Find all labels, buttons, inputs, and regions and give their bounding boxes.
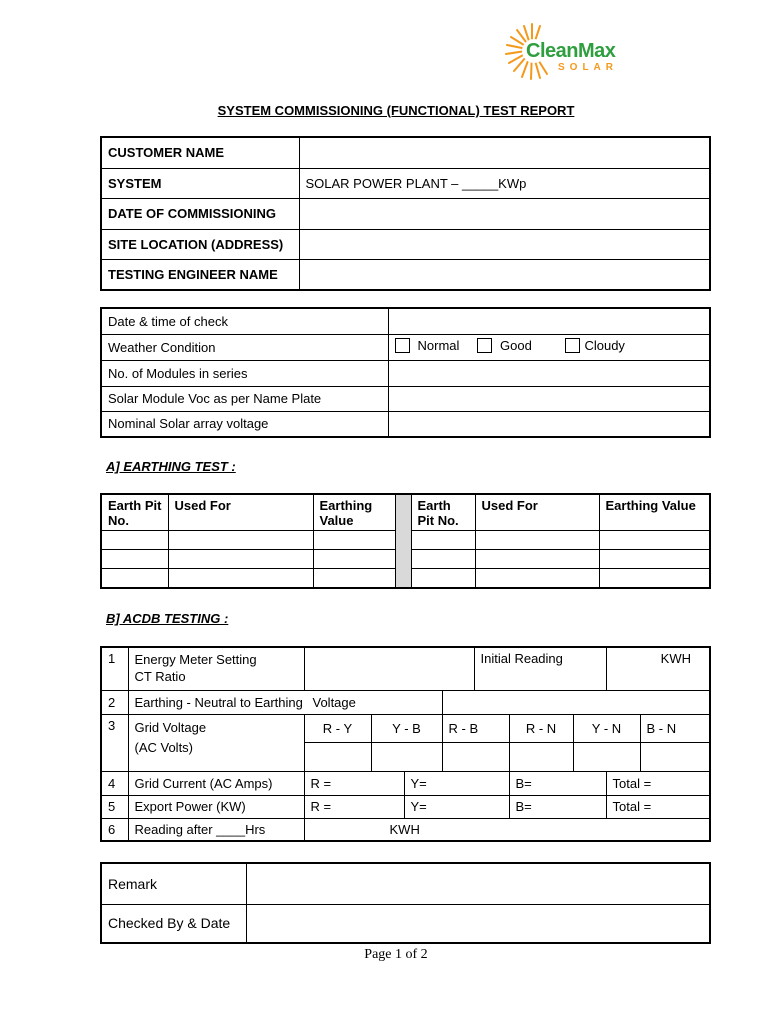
energy-meter-label xyxy=(128,647,304,690)
module-voc-field[interactable] xyxy=(388,386,710,411)
grid-voltage-label xyxy=(128,714,304,771)
weather-options xyxy=(388,334,710,360)
voltage-label: Voltage xyxy=(312,694,356,710)
earthing-cell[interactable] xyxy=(168,568,313,588)
logo xyxy=(500,20,630,82)
check-label: Date & time of check xyxy=(101,308,388,334)
remark-field[interactable] xyxy=(246,863,710,904)
current-b-field[interactable]: B= xyxy=(509,771,606,795)
acdb-row-number: 4 xyxy=(101,771,128,795)
power-b-field[interactable]: B= xyxy=(509,795,606,818)
check-label: Weather Condition xyxy=(101,334,388,360)
remark-label: Remark xyxy=(101,863,246,904)
earthing-cell[interactable] xyxy=(313,530,395,549)
customer-name-field[interactable] xyxy=(299,137,710,168)
earthing-cell[interactable] xyxy=(101,568,168,588)
earthing-cell[interactable] xyxy=(411,530,475,549)
weather-option-normal[interactable] xyxy=(395,338,460,353)
acdb-heading: B] ACDB TESTING : xyxy=(106,611,229,626)
earthing-cell[interactable] xyxy=(313,549,395,568)
info-label: DATE OF COMMISSIONING xyxy=(101,198,299,229)
kwh-unit: KWH xyxy=(660,651,692,666)
logo-sub: SOLAR xyxy=(558,62,618,73)
earthing-header: Earth Pit No. xyxy=(411,494,475,530)
grid-voltage-text: Grid Voltage xyxy=(134,719,207,735)
earthing-header: Used For xyxy=(168,494,313,530)
phase-header: R - B xyxy=(442,714,509,742)
current-y-field[interactable]: Y= xyxy=(404,771,509,795)
modules-in-series-field[interactable] xyxy=(388,360,710,386)
phase-value-field[interactable] xyxy=(371,742,442,771)
earthing-header: Earth Pit No. xyxy=(101,494,168,530)
neutral-earthing-field[interactable] xyxy=(442,690,710,714)
engineer-name-field[interactable] xyxy=(299,259,710,290)
earthing-cell[interactable] xyxy=(475,530,599,549)
current-r-field[interactable]: R = xyxy=(304,771,404,795)
acdb-row-number: 6 xyxy=(101,818,128,841)
grid-current-label: Grid Current (AC Amps) xyxy=(128,771,304,795)
checkbox-icon[interactable] xyxy=(395,338,410,353)
check-datetime-field[interactable] xyxy=(388,308,710,334)
page-title: SYSTEM COMMISSIONING (FUNCTIONAL) TEST REPORT xyxy=(217,103,575,118)
earthing-cell[interactable] xyxy=(101,549,168,568)
export-power-label: Export Power (KW) xyxy=(128,795,304,818)
checkbox-icon[interactable] xyxy=(565,338,580,353)
acdb-row-number: 2 xyxy=(101,690,128,714)
ct-ratio-label: CT Ratio xyxy=(134,669,186,684)
acdb-row-number: 1 xyxy=(101,647,128,690)
info-table xyxy=(100,136,711,291)
earthing-table xyxy=(100,493,711,589)
earthing-cell[interactable] xyxy=(313,568,395,588)
initial-reading-field[interactable] xyxy=(606,647,710,690)
ac-volts-text: (AC Volts) xyxy=(134,739,194,755)
earthing-header: Used For xyxy=(475,494,599,530)
earthing-cell[interactable] xyxy=(599,568,710,588)
phase-value-field[interactable] xyxy=(640,742,710,771)
checked-by-label: Checked By & Date xyxy=(101,904,246,943)
site-location-field[interactable] xyxy=(299,229,710,259)
check-table xyxy=(100,307,711,438)
info-label: TESTING ENGINEER NAME xyxy=(101,259,299,290)
earthing-cell[interactable] xyxy=(475,549,599,568)
earthing-cell[interactable] xyxy=(475,568,599,588)
phase-header: B - N xyxy=(640,714,710,742)
reading-after-field[interactable] xyxy=(304,818,710,841)
weather-option-cloudy[interactable] xyxy=(565,338,624,353)
earthing-cell[interactable] xyxy=(411,568,475,588)
earthing-cell[interactable] xyxy=(168,549,313,568)
power-y-field[interactable]: Y= xyxy=(404,795,509,818)
current-total-field[interactable]: Total = xyxy=(606,771,710,795)
info-label: SITE LOCATION (ADDRESS) xyxy=(101,229,299,259)
option-label: Good xyxy=(500,338,532,353)
page-number: Page 1 of 2 xyxy=(364,947,428,962)
check-label: Nominal Solar array voltage xyxy=(101,411,388,437)
system-field[interactable]: SOLAR POWER PLANT – _____KWp xyxy=(299,168,710,198)
array-voltage-field[interactable] xyxy=(388,411,710,437)
remarks-table xyxy=(100,862,711,944)
power-total-field[interactable]: Total = xyxy=(606,795,710,818)
checkbox-icon[interactable] xyxy=(477,338,492,353)
earthing-cell[interactable] xyxy=(599,530,710,549)
phase-value-field[interactable] xyxy=(304,742,371,771)
earthing-cell[interactable] xyxy=(599,549,710,568)
phase-header: R - N xyxy=(509,714,573,742)
kwh-unit: KWH xyxy=(389,821,420,837)
acdb-row-number: 5 xyxy=(101,795,128,818)
reading-after-label: Reading after ____Hrs xyxy=(128,818,304,841)
earthing-cell[interactable] xyxy=(168,530,313,549)
checked-by-field[interactable] xyxy=(246,904,710,943)
neutral-earthing-label xyxy=(128,690,442,714)
acdb-row-number: 3 xyxy=(101,714,128,771)
earthing-divider xyxy=(395,494,411,588)
energy-meter-setting-label: Energy Meter Setting xyxy=(134,652,257,667)
earthing-heading: A] EARTHING TEST : xyxy=(106,459,236,474)
phase-header: Y - N xyxy=(573,714,640,742)
commissioning-date-field[interactable] xyxy=(299,198,710,229)
phase-value-field[interactable] xyxy=(509,742,573,771)
check-label: No. of Modules in series xyxy=(101,360,388,386)
phase-header: R - Y xyxy=(304,714,371,742)
acdb-table xyxy=(100,646,711,842)
phase-value-field[interactable] xyxy=(442,742,509,771)
logo-brand: CleanMax xyxy=(526,40,616,62)
power-r-field[interactable]: R = xyxy=(304,795,404,818)
initial-reading-label: Initial Reading xyxy=(474,647,606,690)
phase-value-field[interactable] xyxy=(573,742,640,771)
phase-header: Y - B xyxy=(371,714,442,742)
earthing-header: Earthing Value xyxy=(313,494,395,530)
ct-ratio-field[interactable] xyxy=(304,647,474,690)
earthing-header: Earthing Value xyxy=(599,494,710,530)
weather-option-good[interactable] xyxy=(477,338,532,353)
option-label: Normal xyxy=(417,338,460,353)
earthing-cell[interactable] xyxy=(101,530,168,549)
option-label: Cloudy xyxy=(584,338,625,353)
earthing-cell[interactable] xyxy=(411,549,475,568)
check-label: Solar Module Voc as per Name Plate xyxy=(101,386,388,411)
info-label: CUSTOMER NAME xyxy=(101,137,299,168)
neutral-earthing-text: Earthing - Neutral to Earthing xyxy=(134,694,303,710)
info-label: SYSTEM xyxy=(101,168,299,198)
